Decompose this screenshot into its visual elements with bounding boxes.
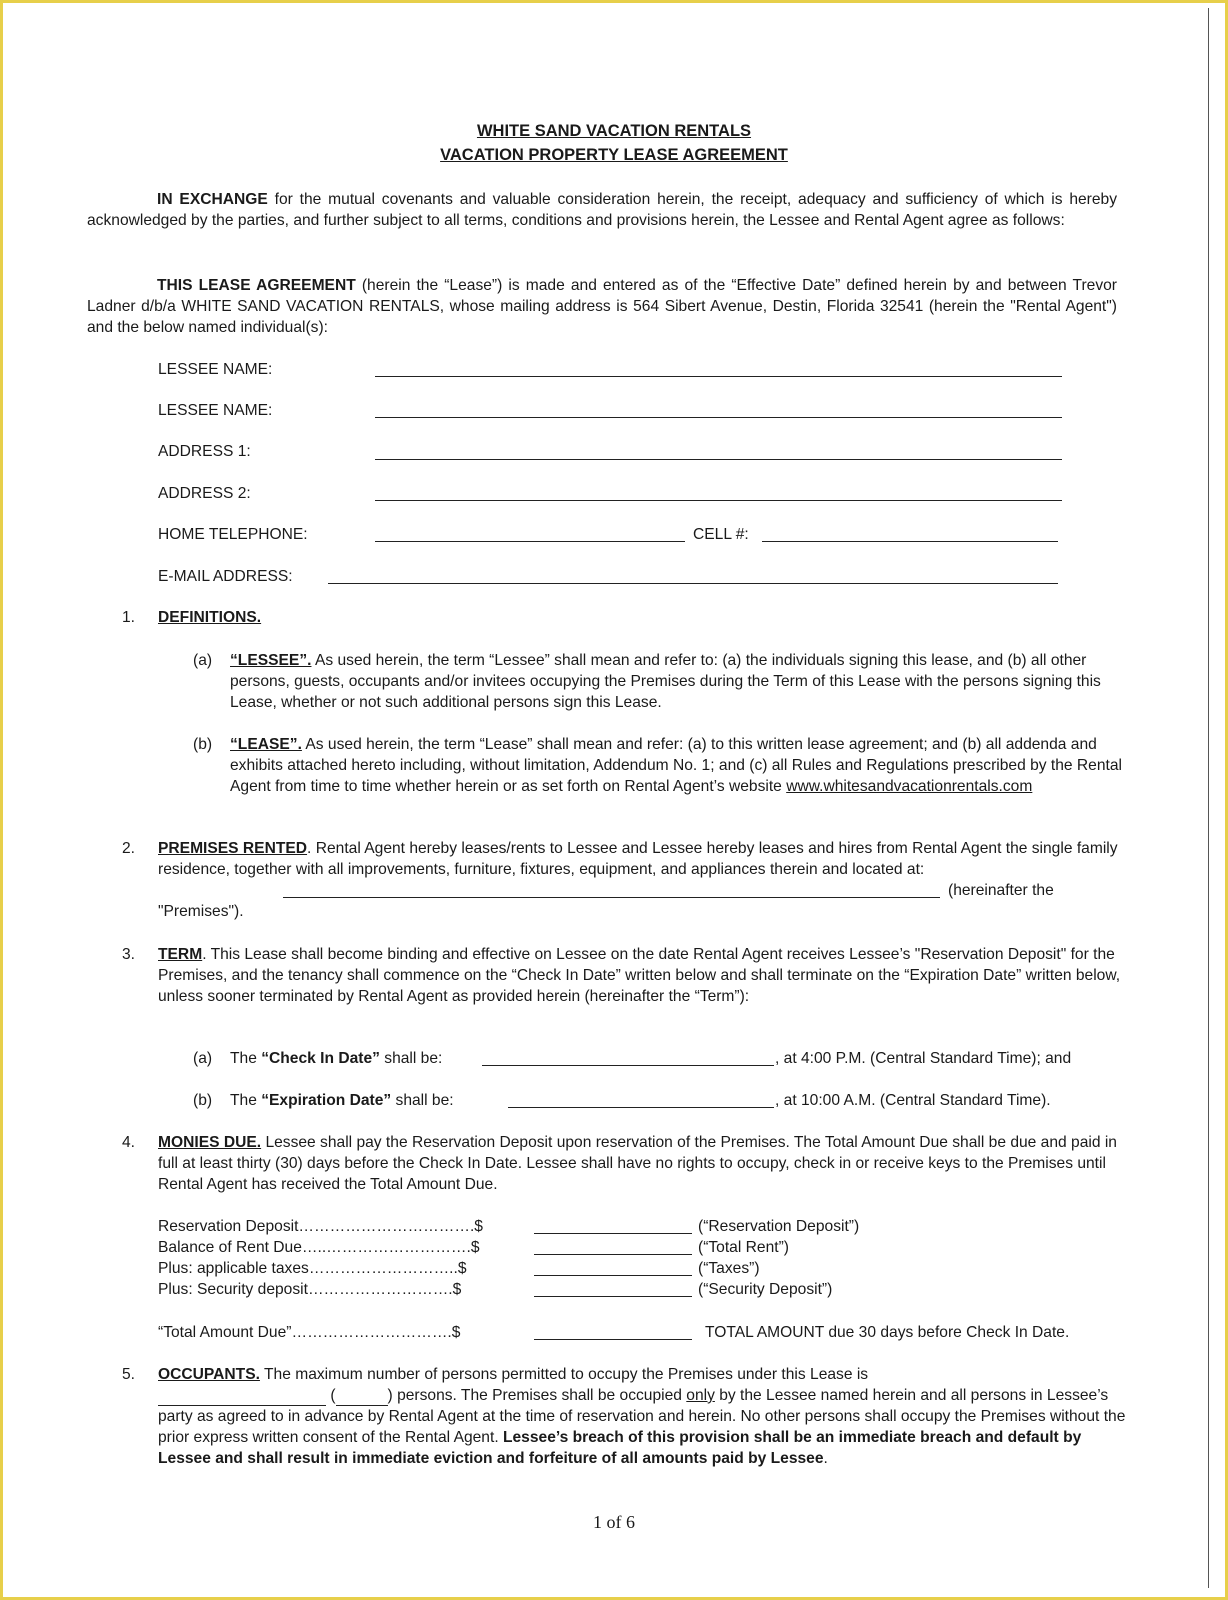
check-in-pre: The [230, 1050, 262, 1067]
section-5-text2: by the Lessee named herein and all persons in Lessee’s party as agreed to in advance by Rental Agent at the time of reservation and herein. No other persons shall occupy the Premises without the prior express written consent of the Rental Agent. [158, 1387, 1126, 1446]
document-title: VACATION PROPERTY LEASE AGREEMENT [440, 146, 788, 164]
section-1-number: 1. [122, 609, 136, 626]
home-telephone-field[interactable] [375, 541, 685, 542]
total-amount-field[interactable] [534, 1339, 692, 1340]
section-2-premises: "Premises"). [158, 903, 244, 920]
expiration-term: “Expiration Date” [261, 1092, 392, 1109]
home-telephone-label: HOME TELEPHONE: [158, 526, 308, 543]
balance-rent-note: (“Total Rent”) [698, 1239, 789, 1256]
section-5-body [158, 1385, 1130, 1469]
section-2-number: 2. [122, 840, 136, 857]
email-label: E-MAIL ADDRESS: [158, 568, 293, 585]
occupants-words-field[interactable] [158, 1390, 326, 1406]
section-4-text: Lessee shall pay the Reservation Deposit upon reservation of the Premises. The Total Amount Due shall be due and paid in full at least thirty (30) days before the Check In Date. Lessee shall have no rights to occupy, check in or receive keys to the Premises until Rental Agent has received the Total Amount Due. [158, 1134, 1117, 1193]
expiration-mid: shall be: [391, 1092, 454, 1109]
intro-text: for the mutual covenants and valuable consideration herein, the receipt, adequacy and sufficiency of which is hereby acknowledged by the parties, and further subject to all terms, conditions and provisions herein, the Lessee and Rental Agent agree as follows: [87, 191, 1118, 229]
section-5-persons: ) persons. The Premises shall be occupied [387, 1387, 687, 1404]
section-3-body [158, 944, 1130, 1007]
lessee-name-label-2: LESSEE NAME: [158, 402, 273, 419]
definition-lease-term: “LEASE”. [230, 736, 302, 753]
intro-paragraph [87, 189, 1117, 231]
total-amount-label: “Total Amount Due”………………………….$ [158, 1324, 461, 1341]
check-in-line [230, 1048, 442, 1069]
balance-rent-field[interactable] [534, 1254, 692, 1255]
section-4-body [158, 1132, 1130, 1195]
lessee-name-field-2[interactable] [375, 417, 1062, 418]
term-b-label: (b) [193, 1092, 213, 1109]
reservation-deposit-label: Reservation Deposit…………………………….$ [158, 1218, 483, 1235]
expiration-time: , at 10:00 A.M. (Central Standard Time). [775, 1092, 1051, 1109]
definition-lessee-text: As used herein, the term “Lessee” shall mean and refer to: (a) the individuals signing this lease, and (b) all other persons, guests, occupants and/or invitees occupying the Premises during the Term of this Lease with the persons signing this Lease, whether or not such additional persons sign this Lease. [230, 652, 1101, 711]
agreement-lead: THIS LEASE AGREEMENT [157, 277, 356, 294]
section-5-only: only [686, 1387, 715, 1404]
agreement-text: (herein the “Lease”) is made and entered as of the “Effective Date” defined herein by and between Trevor Ladner d/b/a WHITE SAND VACATION RENTALS, whose mailing address is 564 Sibert Avenue, Destin, Florida 32541 (herein the "Rental Agent") and the below named individual(s): [87, 277, 1117, 336]
address1-label: ADDRESS 1: [158, 443, 251, 460]
section-3-text: . This Lease shall become binding and effective on Lessee on the date Rental Agent receives Lessee’s "Reservation Deposit" for the Premises, and the tenancy shall commence on the “Check In Date” written below and shall terminate on the “Expiration Date” written below, unless sooner terminated by Rental Agent as provided herein (hereinafter the “Term”): [158, 946, 1121, 1005]
section-4-number: 4. [122, 1134, 136, 1151]
check-in-time: , at 4:00 P.M. (Central Standard Time); and [775, 1050, 1072, 1067]
reservation-deposit-field[interactable] [534, 1233, 692, 1234]
definition-a-label: (a) [193, 652, 213, 669]
lessee-name-label-1: LESSEE NAME: [158, 361, 273, 378]
section-2-heading: PREMISES RENTED [158, 840, 308, 857]
balance-rent-label: Balance of Rent Due…..……………………….$ [158, 1239, 480, 1256]
cell-label: CELL #: [693, 526, 749, 543]
section-3-number: 3. [122, 946, 136, 963]
section-5-number: 5. [122, 1366, 136, 1383]
section-5-first-line [158, 1364, 1130, 1385]
definition-lessee [230, 650, 1130, 713]
check-in-date-field[interactable] [482, 1065, 774, 1066]
address2-label: ADDRESS 2: [158, 485, 251, 502]
definition-lessee-term: “LESSEE”. [230, 652, 312, 669]
expiration-date-field[interactable] [508, 1107, 774, 1108]
agreement-paragraph [87, 275, 1117, 338]
lessee-name-field-1[interactable] [375, 376, 1062, 377]
section-5-heading: OCCUPANTS. [158, 1366, 260, 1383]
website-link[interactable]: www.whitesandvacationrentals.com [786, 778, 1033, 795]
company-title: WHITE SAND VACATION RENTALS [476, 122, 752, 140]
section-2-text: . Rental Agent hereby leases/rents to Lessee and Lessee hereby leases and hires from Rental Agent the single family residence, together with all improvements, furniture, fixtures, equipment, and appliances therein and located at: [158, 840, 1118, 878]
definition-lease-text: As used herein, the term “Lease” shall mean and refer: (a) to this written lease agreement; and (b) all addenda and exhibits attached hereto including, without limitation, Addendum No. 1; and (c) all Rules and Regulations prescribed by the Rental Agent from time to time whether herein or as set forth on Rental Agent’s website [230, 736, 1122, 795]
reservation-deposit-note: (“Reservation Deposit”) [698, 1218, 860, 1235]
section-5-end: . [823, 1450, 828, 1467]
taxes-field[interactable] [534, 1275, 692, 1276]
email-field[interactable] [328, 583, 1058, 584]
definition-lease [230, 734, 1130, 797]
total-amount-note: TOTAL AMOUNT due 30 days before Check In Date. [705, 1324, 1070, 1341]
expiration-pre: The [230, 1092, 262, 1109]
taxes-note: (“Taxes”) [698, 1260, 760, 1277]
security-deposit-field[interactable] [534, 1296, 692, 1297]
section-5-text: The maximum number of persons permitted to occupy the Premises under this Lease is [259, 1366, 869, 1383]
section-5-bold-warning: Lessee’s breach of this provision shall be an immediate breach and default by Lessee and shall result in immediate eviction and forfeiture of all amounts paid by Lessee [158, 1429, 1082, 1467]
intro-lead: IN EXCHANGE [157, 191, 268, 208]
section-2-hereinafter: (hereinafter the [948, 882, 1054, 899]
check-in-mid: shall be: [379, 1050, 443, 1067]
cell-field[interactable] [762, 541, 1058, 542]
security-deposit-note: (“Security Deposit”) [698, 1281, 833, 1298]
premises-address-field[interactable] [283, 897, 940, 898]
occupants-number-field[interactable] [336, 1390, 388, 1406]
term-a-label: (a) [193, 1050, 213, 1067]
section-4-heading: MONIES DUE. [158, 1134, 262, 1151]
definition-b-label: (b) [193, 736, 213, 753]
section-1-heading: DEFINITIONS. [158, 609, 262, 626]
address1-field[interactable] [375, 459, 1062, 460]
taxes-label: Plus: applicable taxes………………………..$ [158, 1260, 467, 1277]
section-3-heading: TERM [158, 946, 203, 963]
address2-field[interactable] [375, 500, 1062, 501]
page-number: 1 of 6 [593, 1512, 635, 1532]
check-in-term: “Check In Date” [261, 1050, 380, 1067]
security-deposit-label: Plus: Security deposit……………………….$ [158, 1281, 462, 1298]
expiration-line [230, 1090, 454, 1111]
section-2-body [158, 838, 1130, 880]
paren-open: ( [330, 1387, 336, 1404]
